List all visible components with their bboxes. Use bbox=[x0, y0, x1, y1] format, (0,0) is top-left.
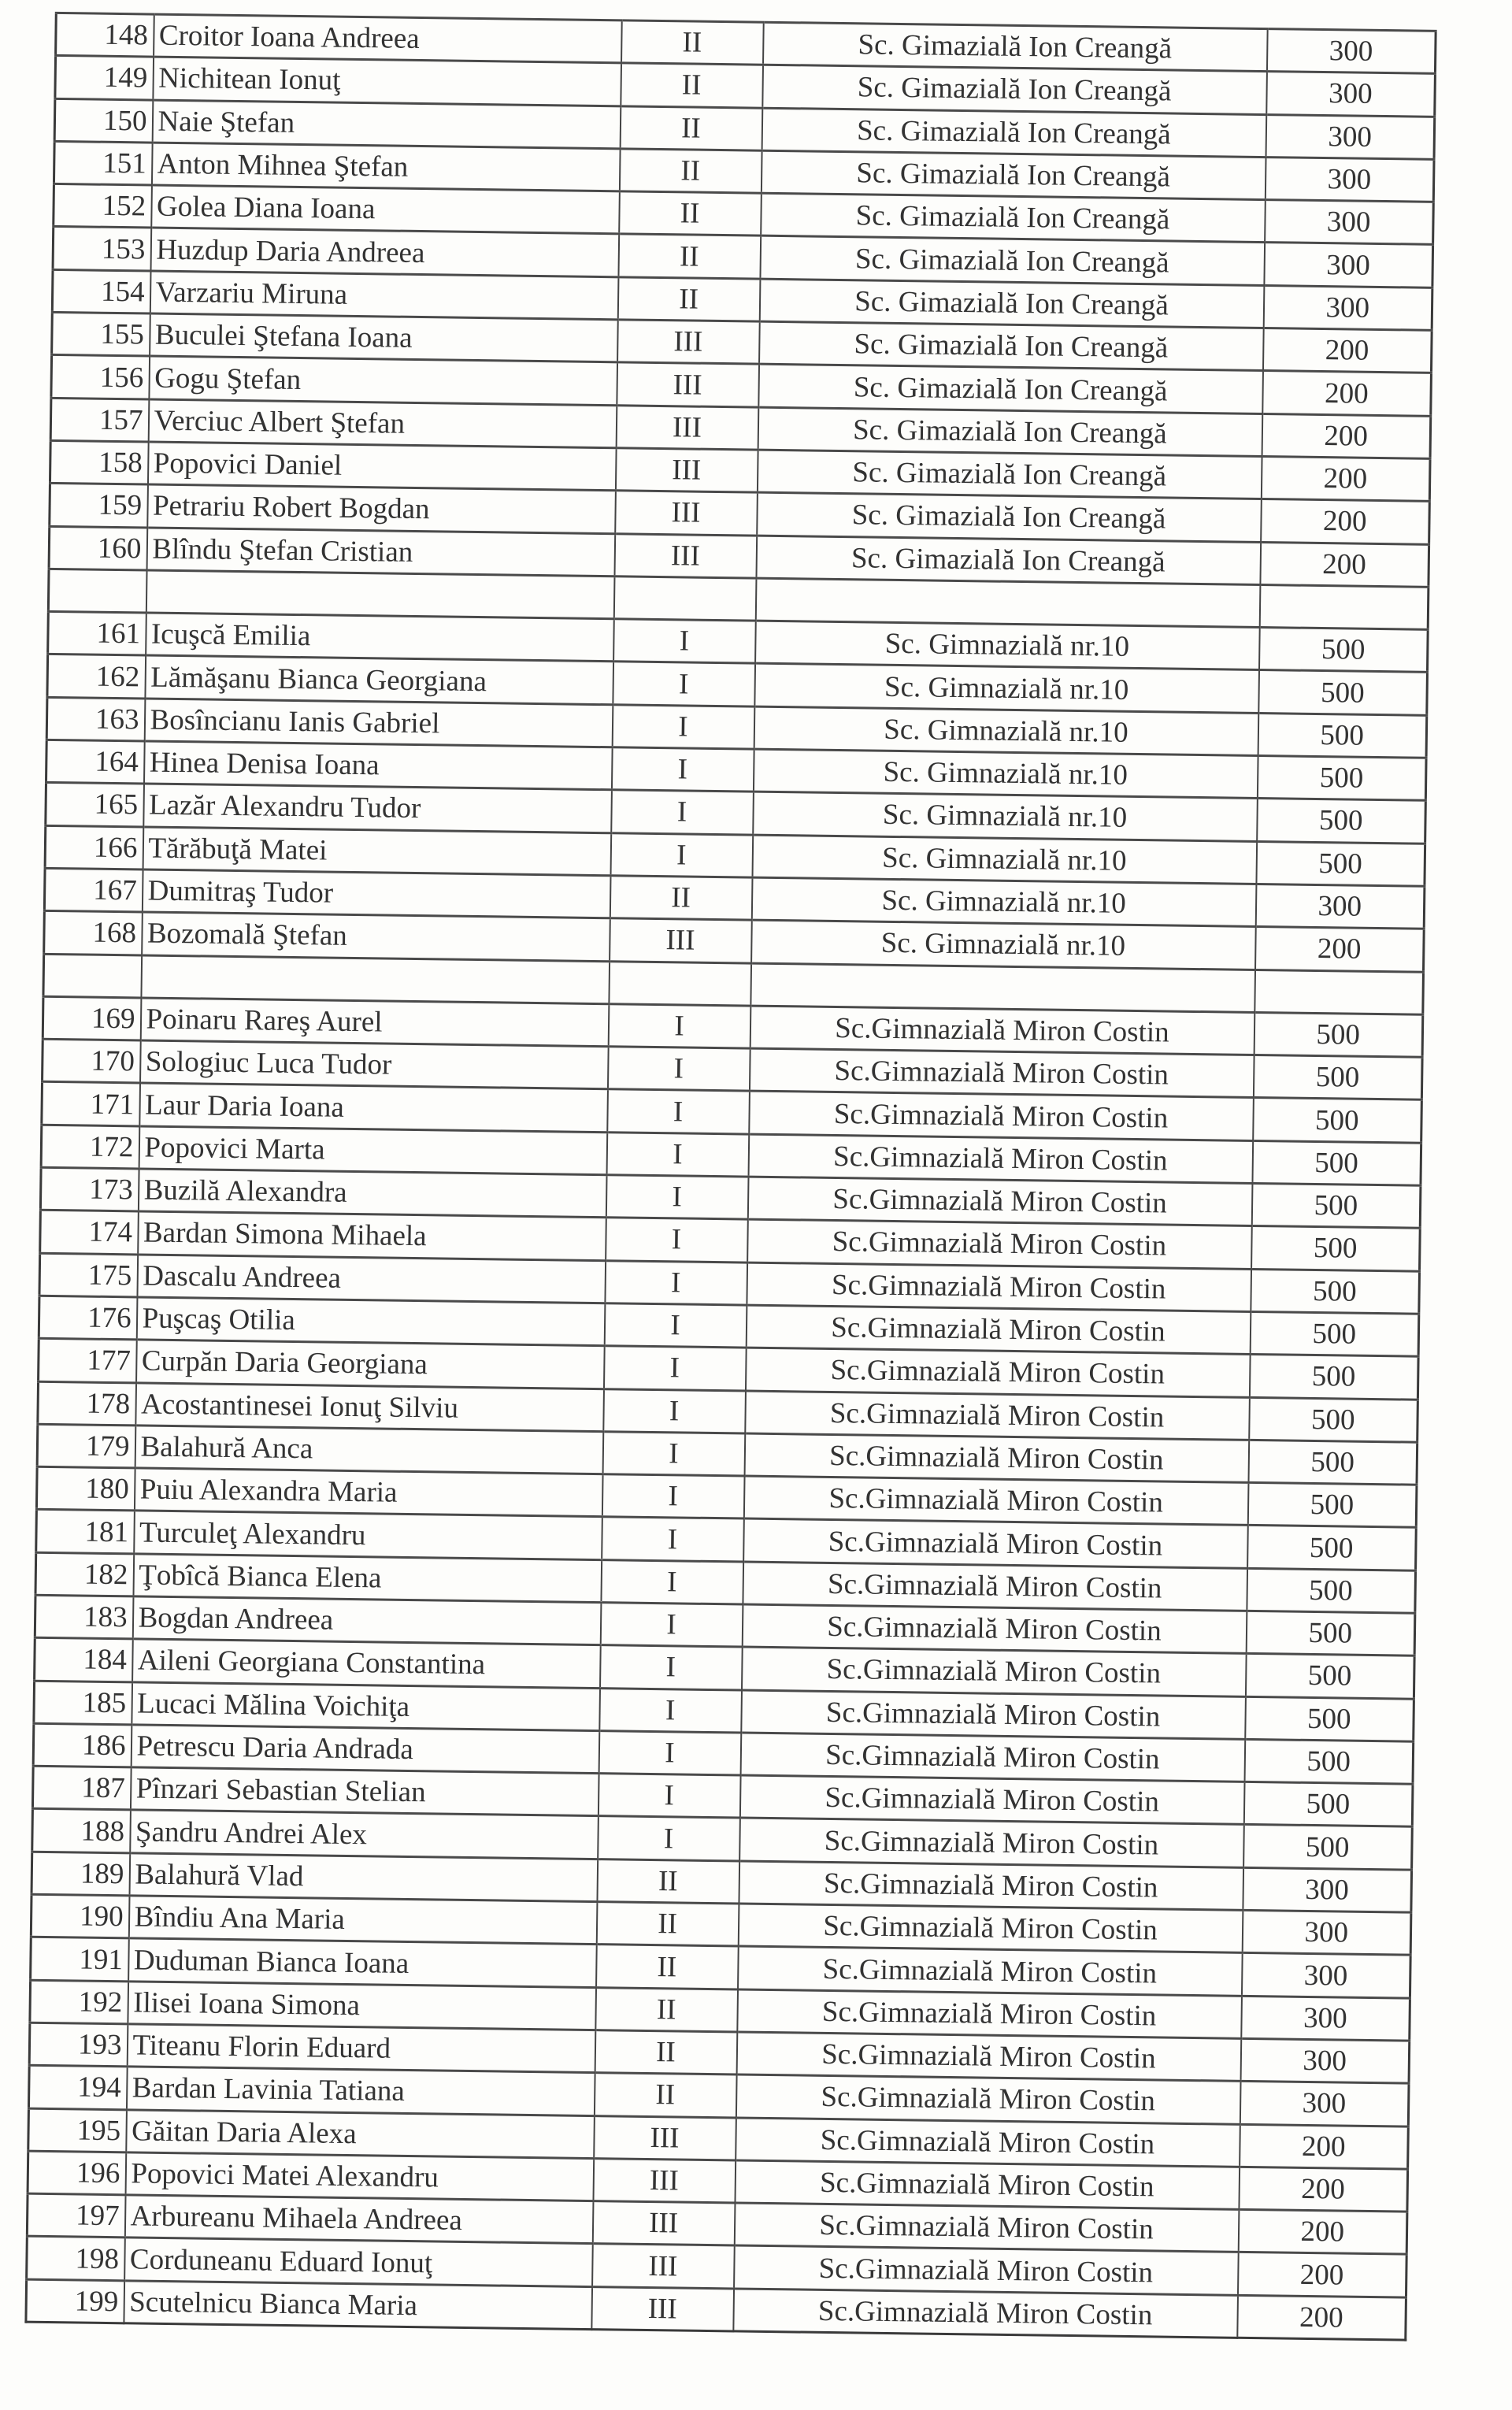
prize-amount: 500 bbox=[1257, 756, 1426, 801]
prize-grade: III bbox=[592, 2244, 735, 2289]
student-name: Scutelnicu Bianca Maria bbox=[124, 2281, 592, 2330]
prize-grade: I bbox=[602, 1431, 745, 1476]
prize-amount: 300 bbox=[1255, 884, 1425, 929]
prize-grade: I bbox=[608, 1004, 750, 1049]
student-name: Bardan Lavinia Tatiana bbox=[126, 2067, 595, 2115]
student-name: Duduman Bianca Ioana bbox=[128, 1938, 597, 1987]
student-name: Anton Mihnea Ştefan bbox=[151, 143, 620, 191]
prize-grade: III bbox=[615, 448, 758, 493]
school-name: Sc.Gimnazială Miron Costin bbox=[738, 1946, 1243, 1996]
prize-grade: I bbox=[598, 1774, 740, 1819]
prize-amount: 300 bbox=[1243, 1867, 1412, 1912]
student-name: Bardan Simona Mihaela bbox=[138, 1211, 606, 1260]
prize-grade: II bbox=[610, 876, 752, 921]
row-number: 169 bbox=[43, 996, 141, 1040]
prize-grade: II bbox=[619, 191, 762, 236]
prize-grade: I bbox=[598, 1816, 740, 1861]
roster-body bbox=[26, 13, 1436, 2340]
row-number: 175 bbox=[39, 1253, 138, 1297]
prize-grade: I bbox=[603, 1346, 746, 1391]
row-number: 196 bbox=[28, 2151, 126, 2195]
student-name: Balahură Vlad bbox=[129, 1853, 598, 1902]
school-name: Sc.Gimnazială Miron Costin bbox=[737, 1989, 1242, 2039]
school-name bbox=[750, 963, 1255, 1013]
row-number: 186 bbox=[33, 1723, 132, 1767]
prize-amount: 300 bbox=[1265, 157, 1434, 202]
prize-amount: 500 bbox=[1248, 1440, 1418, 1485]
school-name: Sc. Gimazială Ion Creangă bbox=[757, 492, 1262, 542]
prize-amount: 500 bbox=[1258, 670, 1428, 715]
prize-grade: I bbox=[607, 1089, 750, 1134]
prize-amount: 500 bbox=[1247, 1526, 1417, 1570]
prize-amount: 500 bbox=[1245, 1654, 1414, 1699]
prize-amount: 200 bbox=[1238, 2209, 1407, 2254]
row-number: 174 bbox=[40, 1211, 139, 1255]
prize-grade: I bbox=[606, 1218, 748, 1262]
row-number bbox=[43, 954, 142, 998]
prize-grade: I bbox=[601, 1559, 743, 1604]
student-name: Puiu Alexandra Maria bbox=[134, 1468, 602, 1517]
school-name: Sc.Gimnazială Miron Costin bbox=[736, 2032, 1241, 2082]
student-name: Şandru Andrei Alex bbox=[130, 1810, 598, 1859]
row-number: 170 bbox=[43, 1039, 141, 1083]
student-name: Aileni Georgiana Constantina bbox=[132, 1639, 601, 1688]
student-name: Popovici Marta bbox=[139, 1126, 607, 1175]
prize-grade: I bbox=[604, 1303, 747, 1348]
prize-grade: III bbox=[617, 320, 760, 365]
row-number: 184 bbox=[35, 1638, 133, 1682]
prize-amount: 300 bbox=[1266, 29, 1436, 74]
student-name: Acostantinesei Ionuţ Silviu bbox=[135, 1382, 604, 1431]
row-number: 177 bbox=[39, 1338, 137, 1382]
prize-amount: 500 bbox=[1247, 1483, 1417, 1528]
prize-grade: I bbox=[613, 662, 755, 706]
student-name: Hinea Denisa Ioana bbox=[143, 741, 612, 790]
prize-amount: 200 bbox=[1255, 927, 1425, 972]
prize-grade: I bbox=[613, 619, 756, 664]
student-name: Popovici Matei Alexandru bbox=[125, 2152, 594, 2201]
student-name: Buzilă Alexandra bbox=[138, 1169, 606, 1218]
row-number: 155 bbox=[52, 312, 150, 356]
row-number: 164 bbox=[46, 740, 144, 784]
prize-amount: 500 bbox=[1249, 1355, 1418, 1400]
prize-grade: I bbox=[602, 1517, 744, 1562]
row-number: 192 bbox=[30, 1980, 128, 2024]
prize-amount: 300 bbox=[1240, 2038, 1410, 2083]
student-name: Gogu Ştefan bbox=[149, 356, 617, 405]
row-number: 168 bbox=[44, 911, 143, 955]
prize-grade: III bbox=[617, 362, 759, 407]
school-name: Sc. Gimnazială nr.10 bbox=[751, 877, 1256, 927]
school-name: Sc. Gimazială Ion Creangă bbox=[756, 536, 1261, 585]
row-number: 161 bbox=[48, 612, 146, 656]
prize-amount: 500 bbox=[1243, 1782, 1413, 1827]
prize-amount: 300 bbox=[1242, 1910, 1411, 1955]
row-number: 151 bbox=[54, 141, 152, 185]
prize-amount: 200 bbox=[1262, 413, 1431, 458]
row-number: 163 bbox=[46, 697, 145, 741]
student-name bbox=[146, 570, 614, 619]
school-name: Sc. Gimnazială nr.10 bbox=[751, 920, 1256, 970]
roster-table bbox=[24, 12, 1436, 2341]
row-number: 178 bbox=[38, 1381, 136, 1426]
prize-amount: 500 bbox=[1258, 628, 1428, 673]
student-name: Bozomală Ştefan bbox=[142, 912, 610, 961]
prize-grade: III bbox=[616, 405, 758, 450]
row-number: 156 bbox=[51, 355, 150, 399]
row-number: 173 bbox=[40, 1167, 139, 1211]
student-name: Icuşcă Emilia bbox=[146, 613, 614, 662]
school-name: Sc. Gimnazială nr.10 bbox=[755, 621, 1260, 670]
prize-grade: III bbox=[593, 2158, 736, 2203]
prize-grade: I bbox=[600, 1645, 743, 1690]
school-name: Sc.Gimnazială Miron Costin bbox=[739, 1818, 1244, 1867]
student-name: Nichitean Ionuţ bbox=[153, 57, 621, 106]
prize-amount: 300 bbox=[1266, 72, 1436, 117]
prize-grade: II bbox=[595, 1987, 738, 2032]
prize-amount: 500 bbox=[1251, 1226, 1421, 1271]
student-name bbox=[141, 955, 610, 1003]
student-name: Ilisei Ioana Simona bbox=[128, 1982, 596, 2030]
row-number: 159 bbox=[50, 484, 148, 528]
prize-grade: II bbox=[594, 2073, 736, 2118]
row-number: 191 bbox=[31, 1937, 129, 1982]
prize-grade: I bbox=[606, 1132, 749, 1177]
school-name: Sc. Gimazială Ion Creangă bbox=[761, 193, 1266, 243]
school-name: Sc.Gimnazială Miron Costin bbox=[744, 1433, 1249, 1483]
row-number: 165 bbox=[46, 783, 144, 827]
prize-grade: II bbox=[619, 149, 762, 194]
school-name: Sc.Gimnazială Miron Costin bbox=[750, 1006, 1254, 1055]
prize-grade: I bbox=[602, 1474, 744, 1519]
row-number: 162 bbox=[47, 654, 146, 699]
prize-grade bbox=[613, 577, 756, 621]
prize-amount: 200 bbox=[1237, 2252, 1406, 2297]
school-name: Sc.Gimnazială Miron Costin bbox=[742, 1604, 1247, 1654]
prize-amount bbox=[1259, 584, 1429, 629]
student-name: Croitor Ioana Andreea bbox=[154, 14, 622, 63]
row-number: 199 bbox=[26, 2279, 124, 2323]
prize-grade: I bbox=[598, 1731, 741, 1776]
row-number: 176 bbox=[39, 1296, 137, 1340]
row-number: 190 bbox=[31, 1894, 129, 1938]
row-number: 198 bbox=[27, 2237, 125, 2281]
prize-amount: 300 bbox=[1263, 285, 1432, 330]
student-name: Naie Ştefan bbox=[152, 100, 621, 149]
student-name: Găitan Daria Alexa bbox=[126, 2109, 595, 2158]
prize-grade: III bbox=[614, 533, 757, 578]
row-number: 187 bbox=[32, 1766, 131, 1810]
student-name: Poinaru Rareş Aurel bbox=[140, 998, 609, 1047]
prize-grade: I bbox=[610, 832, 753, 877]
prize-amount: 200 bbox=[1237, 2295, 1406, 2340]
prize-amount: 200 bbox=[1239, 2167, 1408, 2212]
row-number: 153 bbox=[53, 227, 151, 271]
school-name: Sc.Gimnazială Miron Costin bbox=[743, 1562, 1247, 1611]
school-name: Sc.Gimnazială Miron Costin bbox=[736, 2118, 1240, 2167]
school-name: Sc. Gimnazială nr.10 bbox=[753, 749, 1258, 799]
school-name: Sc.Gimnazială Miron Costin bbox=[749, 1091, 1254, 1140]
row-number: 172 bbox=[41, 1125, 139, 1169]
prize-amount: 200 bbox=[1260, 542, 1429, 587]
prize-grade: I bbox=[607, 1047, 750, 1092]
school-name: Sc.Gimnazială Miron Costin bbox=[740, 1733, 1245, 1782]
school-name: Sc. Gimazială Ion Creangă bbox=[762, 65, 1267, 114]
prize-grade: III bbox=[610, 918, 752, 963]
prize-grade: III bbox=[594, 2115, 736, 2160]
prize-amount bbox=[1254, 970, 1424, 1014]
student-name: Puşcaş Otilia bbox=[136, 1297, 605, 1346]
school-name: Sc. Gimazială Ion Creangă bbox=[759, 279, 1264, 328]
student-name: Blîndu Ştefan Cristian bbox=[146, 528, 615, 577]
prize-amount: 300 bbox=[1264, 243, 1433, 287]
school-name: Sc. Gimnazială nr.10 bbox=[754, 664, 1259, 714]
student-name: Bîndiu Ana Maria bbox=[128, 1896, 597, 1945]
row-number: 195 bbox=[28, 2108, 127, 2152]
prize-amount: 500 bbox=[1256, 841, 1425, 886]
school-name: Sc. Gimazială Ion Creangă bbox=[758, 407, 1262, 457]
school-name: Sc. Gimazială Ion Creangă bbox=[760, 236, 1265, 286]
school-name bbox=[755, 578, 1260, 628]
prize-amount: 500 bbox=[1251, 1269, 1420, 1314]
prize-grade: I bbox=[605, 1260, 747, 1305]
prize-grade bbox=[609, 961, 751, 1006]
student-name: Petrariu Robert Bogdan bbox=[147, 484, 616, 533]
school-name: Sc. Gimnazială nr.10 bbox=[754, 706, 1258, 756]
prize-amount: 500 bbox=[1245, 1696, 1414, 1741]
prize-amount: 200 bbox=[1261, 499, 1430, 544]
student-name: Balahură Anca bbox=[135, 1426, 603, 1474]
row-number: 171 bbox=[42, 1082, 140, 1126]
row-number: 183 bbox=[35, 1595, 133, 1639]
school-name: Sc.Gimnazială Miron Costin bbox=[747, 1219, 1252, 1269]
school-name: Sc.Gimnazială Miron Costin bbox=[733, 2289, 1238, 2338]
student-name: Lucaci Mălina Voichiţa bbox=[132, 1681, 600, 1730]
row-number: 189 bbox=[32, 1852, 130, 1896]
row-number bbox=[48, 569, 146, 613]
prize-grade: I bbox=[599, 1688, 742, 1733]
row-number: 148 bbox=[56, 13, 154, 57]
school-name: Sc.Gimnazială Miron Costin bbox=[746, 1305, 1251, 1355]
school-name: Sc.Gimnazială Miron Costin bbox=[747, 1262, 1251, 1312]
school-name: Sc. Gimazială Ion Creangă bbox=[758, 365, 1263, 414]
prize-grade: II bbox=[597, 1859, 739, 1904]
school-name: Sc.Gimnazială Miron Costin bbox=[738, 1904, 1243, 1953]
school-name: Sc.Gimnazială Miron Costin bbox=[734, 2245, 1239, 2295]
school-name: Sc.Gimnazială Miron Costin bbox=[749, 1048, 1254, 1098]
row-number: 182 bbox=[35, 1552, 134, 1596]
school-name: Sc.Gimnazială Miron Costin bbox=[739, 1861, 1243, 1911]
student-name: Corduneanu Eduard Ionuţ bbox=[124, 2238, 593, 2286]
school-name: Sc.Gimnazială Miron Costin bbox=[743, 1476, 1248, 1526]
student-name: Lazăr Alexandru Tudor bbox=[143, 784, 612, 832]
student-name: Varzariu Miruna bbox=[150, 271, 618, 320]
prize-amount: 300 bbox=[1265, 200, 1434, 245]
prize-grade: III bbox=[615, 491, 758, 536]
school-name: Sc.Gimnazială Miron Costin bbox=[743, 1518, 1248, 1568]
student-name: Huzdup Daria Andreea bbox=[150, 228, 619, 277]
prize-amount: 500 bbox=[1243, 1825, 1413, 1870]
row-number: 158 bbox=[50, 440, 148, 484]
prize-grade: II bbox=[595, 2030, 737, 2075]
row-number: 193 bbox=[29, 2023, 128, 2067]
student-name: Dumitraş Tudor bbox=[142, 869, 610, 918]
row-number: 185 bbox=[34, 1681, 132, 1725]
prize-grade: II bbox=[596, 1902, 739, 1947]
school-name: Sc.Gimnazială Miron Costin bbox=[739, 1775, 1244, 1825]
prize-amount: 500 bbox=[1258, 713, 1427, 758]
prize-amount: 500 bbox=[1249, 1397, 1418, 1442]
row-number: 179 bbox=[37, 1424, 135, 1468]
school-name: Sc.Gimnazială Miron Costin bbox=[745, 1391, 1250, 1440]
prize-amount: 200 bbox=[1240, 2124, 1409, 2169]
row-number: 167 bbox=[44, 868, 143, 912]
prize-grade: II bbox=[621, 20, 764, 65]
student-name: Curpăn Daria Georgiana bbox=[136, 1340, 605, 1389]
prize-grade: III bbox=[592, 2201, 735, 2246]
school-name: Sc. Gimazială Ion Creangă bbox=[762, 108, 1266, 158]
row-number: 157 bbox=[50, 398, 149, 442]
school-name: Sc.Gimnazială Miron Costin bbox=[734, 2203, 1239, 2252]
student-name: Tărăbuţă Matei bbox=[143, 827, 611, 876]
prize-amount: 500 bbox=[1246, 1611, 1415, 1655]
prize-grade: II bbox=[618, 234, 761, 279]
school-name: Sc. Gimazială Ion Creangă bbox=[757, 450, 1262, 499]
school-name: Sc. Gimazială Ion Creangă bbox=[763, 22, 1268, 72]
student-name: Golea Diana Ioana bbox=[151, 185, 620, 234]
prize-grade: I bbox=[603, 1389, 746, 1433]
prize-amount: 300 bbox=[1241, 1996, 1410, 2041]
student-name: Sologiuc Luca Tudor bbox=[140, 1040, 609, 1089]
prize-amount: 200 bbox=[1262, 328, 1432, 373]
row-number: 180 bbox=[36, 1466, 135, 1511]
school-name: Sc. Gimnazială nr.10 bbox=[752, 835, 1257, 884]
student-name: Petrescu Daria Andrada bbox=[131, 1725, 599, 1774]
prize-grade: I bbox=[611, 790, 754, 835]
prize-grade: II bbox=[620, 106, 762, 150]
prize-grade: I bbox=[600, 1603, 743, 1648]
prize-amount: 300 bbox=[1241, 1953, 1410, 1998]
prize-grade: II bbox=[617, 277, 760, 322]
school-name: Sc. Gimnazială nr.10 bbox=[753, 792, 1258, 841]
prize-amount: 200 bbox=[1262, 371, 1432, 416]
prize-grade: II bbox=[596, 1945, 739, 1989]
prize-amount: 500 bbox=[1254, 1012, 1423, 1057]
prize-grade: I bbox=[612, 705, 754, 750]
school-name: Sc.Gimnazială Miron Costin bbox=[741, 1647, 1246, 1696]
school-name: Sc.Gimnazială Miron Costin bbox=[745, 1348, 1250, 1397]
row-number: 197 bbox=[27, 2193, 125, 2238]
school-name: Sc.Gimnazială Miron Costin bbox=[748, 1134, 1253, 1184]
student-name: Verciuc Albert Ştefan bbox=[148, 399, 617, 448]
prize-grade: III bbox=[591, 2286, 734, 2331]
student-name: Laur Daria Ioana bbox=[139, 1083, 608, 1132]
prize-amount: 300 bbox=[1240, 2082, 1409, 2126]
school-name: Sc. Gimazială Ion Creangă bbox=[761, 150, 1266, 200]
school-name: Sc.Gimnazială Miron Costin bbox=[747, 1177, 1252, 1226]
row-number: 166 bbox=[45, 825, 143, 869]
prize-amount: 500 bbox=[1250, 1311, 1419, 1356]
student-name: Bosîncianu Ianis Gabriel bbox=[144, 699, 613, 747]
student-name: Turculeţ Alexandru bbox=[134, 1511, 602, 1559]
row-number: 160 bbox=[49, 526, 147, 570]
prize-grade: II bbox=[621, 63, 763, 108]
school-name: Sc.Gimnazială Miron Costin bbox=[736, 2074, 1240, 2124]
school-name: Sc.Gimnazială Miron Costin bbox=[735, 2160, 1240, 2210]
prize-amount: 200 bbox=[1261, 456, 1430, 501]
prize-amount: 500 bbox=[1257, 799, 1426, 844]
prize-amount: 500 bbox=[1247, 1568, 1416, 1613]
prize-amount: 500 bbox=[1251, 1183, 1421, 1228]
row-number: 152 bbox=[54, 184, 152, 228]
student-name: Popovici Daniel bbox=[147, 442, 616, 491]
row-number: 150 bbox=[54, 98, 153, 143]
row-number: 181 bbox=[36, 1510, 135, 1554]
student-name: Ţobîcă Bianca Elena bbox=[133, 1554, 602, 1603]
school-name: Sc.Gimnazială Miron Costin bbox=[741, 1690, 1246, 1740]
prize-amount: 500 bbox=[1253, 1098, 1422, 1143]
prize-amount: 300 bbox=[1266, 114, 1435, 159]
prize-amount: 500 bbox=[1253, 1055, 1422, 1100]
student-name: Titeanu Florin Eduard bbox=[127, 2024, 595, 2073]
prize-amount: 500 bbox=[1244, 1739, 1414, 1784]
student-name: Arbureanu Mihaela Andreea bbox=[124, 2195, 593, 2244]
student-name: Dascalu Andreea bbox=[137, 1255, 606, 1303]
prize-amount: 500 bbox=[1252, 1140, 1421, 1185]
student-name: Pînzari Sebastian Stelian bbox=[130, 1767, 598, 1816]
prize-grade: I bbox=[606, 1175, 748, 1220]
row-number: 154 bbox=[52, 269, 150, 313]
row-number: 194 bbox=[28, 2065, 127, 2109]
school-name: Sc. Gimazială Ion Creangă bbox=[759, 321, 1264, 371]
prize-grade: I bbox=[611, 747, 754, 792]
student-name: Lămăşanu Bianca Georgiana bbox=[145, 655, 613, 704]
row-number: 188 bbox=[32, 1809, 131, 1853]
student-name: Bogdan Andreea bbox=[132, 1596, 601, 1645]
row-number: 149 bbox=[55, 56, 154, 100]
student-name: Buculei Ştefana Ioana bbox=[150, 313, 618, 362]
